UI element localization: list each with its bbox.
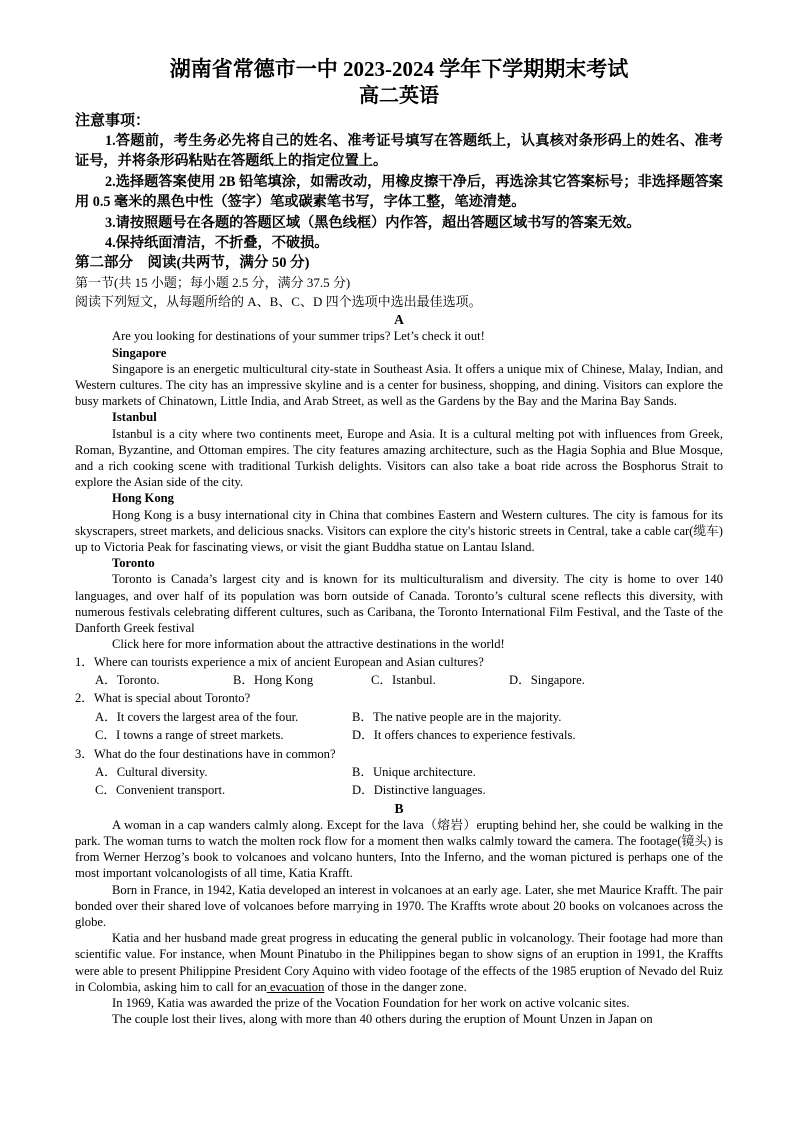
question-3-option-d: D．Distinctive languages. — [352, 783, 486, 798]
passage-b-label: B — [394, 800, 404, 816]
section-one-title: 第一节(共 15 小题；每小题 2.5 分，满分 37.5 分) — [75, 275, 351, 291]
passage-b-paragraph-4: In 1969, Katia was awarded the prize of the Vocation Foundation for her work on active volcanic sites. — [112, 995, 630, 1010]
question-3-option-b: B．Unique architecture. — [352, 764, 476, 779]
city-name-istanbul: Istanbul — [112, 410, 157, 425]
passage-b-paragraph-1: A woman in a cap wanders calmly along. Except for the lava（熔岩）erupting behind her, she could be walking in the park. The woman turns to watch the molten rock flow for a moment then walks calmly toward the camera. The footage(镜头) is from Werner Herzog’s book to volcanoes and volcano hunters, Into the Inferno, and the woman pictured is perhaps one of the most important volcanologists of all time, Katia Krafft. — [75, 817, 723, 881]
exam-title: 湖南省常德市一中 2023-2024 学年下学期期末考试 — [169, 57, 629, 81]
note-item-4: 4.保持纸面清洁，不折叠，不破损。 — [105, 235, 329, 252]
question-2-stem: 2．What is special about Toronto? — [75, 691, 251, 706]
question-3-option-a: A．Cultural diversity. — [95, 764, 208, 779]
question-2-option-d: D．It offers chances to experience festivals. — [352, 728, 576, 743]
question-2-option-b: B．The native people are in the majority. — [352, 709, 562, 724]
passage-b-paragraph-3 — [75, 930, 723, 995]
paragraph-3-text-before: Katia and her husband made great progress in educating the general public in volcanology. Their footage had more than scientific value. For instance, when Mount Pinatubo in the Philippines began to show signs of an eruption in 1991, the Kraffts were able to present Philippine President Cory Aquino with video footage of the effects of the 1985 eruption of Nevado del Ruiz in Colombia, asking him to call for an — [75, 931, 723, 994]
note-item-2: 2.选择题答案使用 2B 铅笔填涂，如需改动，用橡皮擦干净后，再选涂其它答案标号；非选择题答案用 0.5 毫米的黑色中性（签字）笔或碳素笔书写，字体工整，笔迹清楚。 — [75, 173, 723, 211]
passage-b-paragraph-5: The couple lost their lives, along with more than 40 others during the eruption of Mount Unzen in Japan on — [112, 1012, 653, 1027]
notes-heading: 注意事项： — [75, 113, 151, 129]
city-text-toronto: Toronto is Canada’s largest city and is known for its multiculturalism and diversity. The city is home to over 140 languages, and over half of its population was born outside of Canada. Toronto’s cultural scene reflects this diversity, with numerous festivals celebrating different cultures, such as Caribana, the Toronto International Film Festival, and the Taste of the Danforth Greek festival — [75, 572, 723, 636]
city-text-istanbul: Istanbul is a city where two continents meet, Europe and Asia. It is a cultural melting pot with influences from Greek, Roman, Byzantine, and Ottoman empires. The city features amazing architecture, such as the Hagia Sophia and Blue Mosque, and a rich cooking scene with traditional Turkish delights. Visitors can also take a boat ride across the Bosphorus Strait to explore the Asian side of the city. — [75, 426, 723, 490]
passage-a-label: A — [394, 312, 404, 328]
city-name-hong-kong: Hong Kong — [112, 491, 174, 506]
passage-a-outro: Click here for more information about the attractive destinations in the world! — [112, 637, 505, 652]
note-item-1: 1.答题前，考生务必先将自己的姓名、准考证号填写在答题纸上，认真核对条形码上的姓名、准考证号，并将条形码粘贴在答题纸上的指定位置上。 — [75, 133, 723, 170]
exam-subtitle: 高二英语 — [359, 85, 439, 107]
city-name-toronto: Toronto — [112, 556, 155, 571]
question-3-options-row-1 — [75, 763, 723, 781]
part-two-title: 第二部分 阅读(共两节，满分 50 分) — [75, 255, 310, 272]
question-3-stem: 3．What do the four destinations have in common? — [75, 746, 336, 761]
question-1-options — [75, 671, 723, 689]
city-name-singapore: Singapore — [112, 345, 167, 360]
note-item-3: 3.请按照题号在各题的答题区域（黑色线框）内作答，超出答题区域书写的答案无效。 — [105, 214, 641, 231]
underlined-word-evacuation: evacuation — [266, 979, 325, 994]
question-2-option-a: A．It covers the largest area of the four. — [95, 709, 299, 724]
passage-b-paragraph-2: Born in France, in 1942, Katia developed an interest in volcanoes at an early age. Later, she met Maurice Krafft. The pair bonded over their shared love of volcanoes before marrying in 1970. The Kraffts wrote about 20 books on volcanoes across the globe. — [75, 882, 723, 929]
question-1-option-b: B．Hong Kong — [233, 672, 314, 687]
question-3-option-c: C．Convenient transport. — [95, 783, 226, 798]
question-2-options-row-2 — [75, 726, 723, 744]
question-1-stem: 1．Where can tourists experience a mix of ancient European and Asian cultures? — [75, 654, 484, 669]
paragraph-3-text-after: of those in the danger zone. — [324, 979, 467, 994]
question-2-option-c: C．I towns a range of street markets. — [95, 728, 284, 743]
reading-instruction: 阅读下列短文，从每题所给的 A、B、C、D 四个选项中选出最佳选项。 — [75, 294, 482, 310]
city-text-hong-kong: Hong Kong is a busy international city in China that combines Eastern and Western cultures. The city is famous for its skyscrapers, street markets, and delicious snacks. Visitors can explore the city's historic streets in Central, take a cable car(缆车) up to Victoria Peak for fascinating views, or visit the giant Buddha statue on Lantau Island. — [75, 507, 723, 555]
question-3-options-row-2 — [75, 781, 723, 799]
city-text-singapore: Singapore is an energetic multicultural city-state in Southeast Asia. It offers a unique mix of Chinese, Malay, Indian, and Western cultures. The city has an impressive skyline and is a center for business, shopping, and dining. Visitors can explore the busy markets of Chinatown, Little India, and Arab Street, as well as the Gardens by the Bay and the Marina Bay Sands. — [75, 361, 723, 409]
question-2-options-row-1 — [75, 708, 723, 726]
question-1-option-d: D．Singapore. — [509, 672, 585, 687]
passage-a-intro: Are you looking for destinations of your summer trips? Let’s check it out! — [112, 329, 485, 344]
question-1-option-c: C．Istanbul. — [371, 672, 436, 687]
question-1-option-a: A．Toronto. — [95, 672, 160, 687]
